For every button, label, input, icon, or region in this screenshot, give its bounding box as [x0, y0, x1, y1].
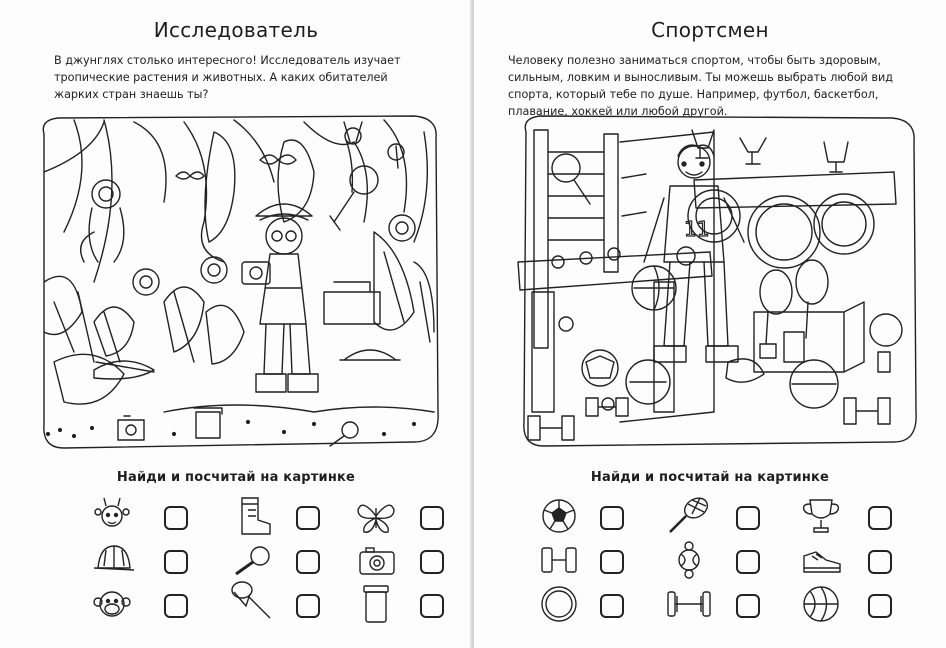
monkey-icon [88, 582, 138, 626]
camera-icon [352, 538, 402, 582]
answer-box[interactable] [600, 550, 624, 574]
giraffe-icon [88, 494, 138, 538]
page-title: Исследователь [153, 18, 319, 42]
answer-box[interactable] [296, 550, 320, 574]
answer-box[interactable] [868, 506, 892, 530]
pith-helmet-icon [88, 538, 138, 582]
jersey-number: 11 [684, 217, 710, 241]
answer-box[interactable] [736, 594, 760, 618]
tennis-racket-icon [664, 494, 714, 538]
page-title: Спортсмен [651, 18, 769, 42]
answer-box[interactable] [736, 506, 760, 530]
butterfly-icon [352, 494, 402, 538]
answer-box[interactable] [164, 506, 188, 530]
answer-box[interactable] [420, 550, 444, 574]
answer-box[interactable] [164, 550, 188, 574]
intro-text: В джунглях столько интересного! Исследователь изучает тропические растения и животных. А каких обитателей жарких стран знаешь ты? [54, 54, 401, 101]
count-grid [514, 492, 934, 632]
jungle-scene-illustration [34, 112, 446, 454]
count-grid [40, 492, 460, 632]
barbell-icon [664, 582, 714, 626]
trophy-icon [796, 494, 846, 538]
sneaker-icon [796, 538, 846, 582]
soccer-ball-icon [534, 494, 584, 538]
task-heading: Найди и посчитай на картинке [590, 470, 830, 485]
jar-icon [352, 582, 402, 626]
intro-text: Человеку полезно заниматься спортом, чтобы быть здоровым, сильным, ловким и выносливым. Ты можешь выбрать любой вид спорта, который тебе по душе. Например, футбол, баскетбол, плавание, хоккей или любой другой. [508, 54, 893, 118]
right-page [474, 0, 946, 648]
left-page [0, 0, 472, 648]
dumbbell-icon [534, 538, 584, 582]
boot-icon [228, 494, 278, 538]
task-heading: Найди и посчитай на картинке [116, 470, 356, 485]
answer-box[interactable] [600, 506, 624, 530]
gym-scene-illustration [514, 112, 918, 450]
answer-box[interactable] [296, 594, 320, 618]
answer-box[interactable] [420, 506, 444, 530]
hoop-icon [534, 582, 584, 626]
answer-box[interactable] [868, 594, 892, 618]
answer-box[interactable] [420, 594, 444, 618]
basketball-icon [796, 582, 846, 626]
tennis-ball-icon [664, 538, 714, 582]
answer-box[interactable] [296, 506, 320, 530]
butterfly-net-icon [228, 576, 278, 620]
answer-box[interactable] [868, 550, 892, 574]
answer-box[interactable] [164, 594, 188, 618]
answer-box[interactable] [736, 550, 760, 574]
answer-box[interactable] [600, 594, 624, 618]
